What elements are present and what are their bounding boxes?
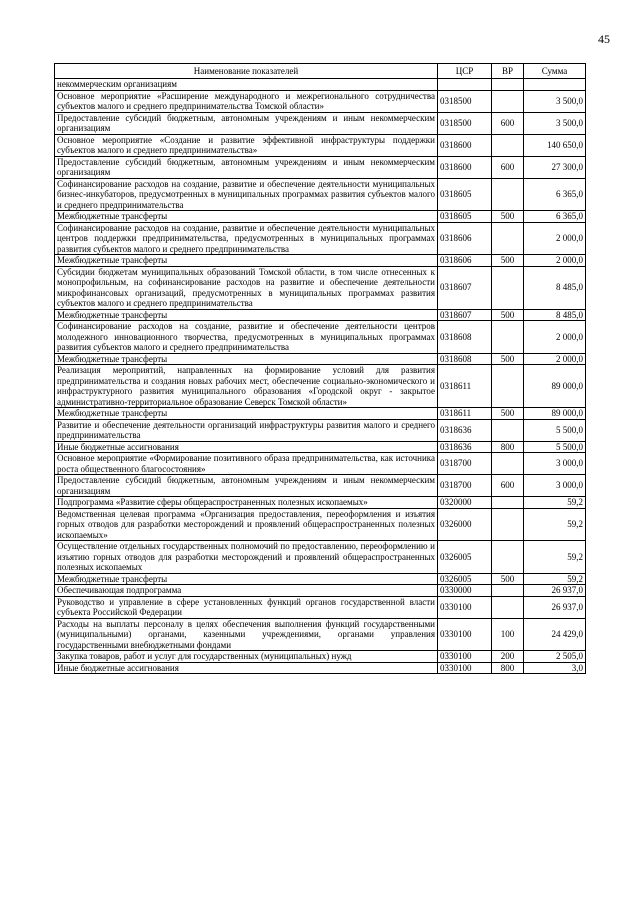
cell-vr	[492, 585, 524, 597]
cell-csr: 0318636	[438, 419, 492, 441]
cell-name: Софинансирование расходов на создание, развитие и обеспечение деятельности центров молодежного инновационного творчества, предусмотренных в муниципальных программах развития субъектов малого и среднего предпринимательства	[55, 321, 438, 354]
cell-sum: 3,0	[524, 662, 586, 674]
cell-sum: 8 485,0	[524, 309, 586, 321]
table-body	[55, 79, 586, 674]
cell-name: Развитие и обеспечение деятельности организаций инфраструктуры развития малого и среднего предпринимательства	[55, 419, 438, 441]
cell-name: Предоставление субсидий бюджетным, автономным учреждениям и иным некоммерческим организациям	[55, 112, 438, 134]
cell-sum: 59,2	[524, 573, 586, 585]
table-row	[55, 222, 586, 255]
cell-name: Основное мероприятие «Расширение международного и межрегионального сотрудничества субъектов малого и среднего предпринимательства Томской области»	[55, 90, 438, 112]
table-row	[55, 365, 586, 408]
cell-name: Обеспечивающая подпрограмма	[55, 585, 438, 597]
cell-name: Софинансирование расходов на создание, развитие и обеспечение деятельности муниципальных бизнес-инкубаторов, предусмотренных в муниципальных программах развития субъектов малого и среднего предпринимательства	[55, 178, 438, 211]
cell-name: некоммерческим организациям	[55, 79, 438, 91]
table-row	[55, 419, 586, 441]
cell-csr: 0318607	[438, 266, 492, 309]
cell-name: Осуществление отдельных государственных полномочий по предоставлению, переоформлению и изъятию горных отводов для разработки месторождений и проявлений общераспространенных полезных ископаемых	[55, 541, 438, 574]
cell-name: Руководство и управление в сфере установленных функций органов государственной власти субъекта Российской Федерации	[55, 596, 438, 618]
table-row	[55, 156, 586, 178]
cell-sum: 2 000,0	[524, 321, 586, 354]
header-name: Наименование показателей	[55, 64, 438, 79]
table-row	[55, 618, 586, 651]
cell-vr: 800	[492, 662, 524, 674]
cell-vr	[492, 497, 524, 509]
cell-csr: 0318606	[438, 255, 492, 267]
cell-name: Иные бюджетные ассигнования	[55, 662, 438, 674]
table-row	[55, 255, 586, 267]
cell-vr	[492, 134, 524, 156]
cell-sum: 26 937,0	[524, 585, 586, 597]
cell-vr	[492, 596, 524, 618]
cell-vr: 500	[492, 573, 524, 585]
table-row	[55, 585, 586, 597]
table-row	[55, 541, 586, 574]
cell-sum: 2 000,0	[524, 222, 586, 255]
cell-csr: 0318608	[438, 321, 492, 354]
cell-name: Основное мероприятие «Создание и развитие эффективной инфраструктуры поддержки субъектов малого и среднего предпринимательства»	[55, 134, 438, 156]
cell-csr: 0318606	[438, 222, 492, 255]
cell-vr	[492, 453, 524, 475]
cell-vr	[492, 541, 524, 574]
cell-sum: 3 500,0	[524, 112, 586, 134]
table-row	[55, 134, 586, 156]
cell-csr: 0326000	[438, 508, 492, 541]
cell-sum: 27 300,0	[524, 156, 586, 178]
table-row	[55, 321, 586, 354]
header-csr: ЦСР	[438, 64, 492, 79]
table-row	[55, 309, 586, 321]
cell-sum: 3 000,0	[524, 475, 586, 497]
cell-sum: 89 000,0	[524, 365, 586, 408]
cell-csr: 0330100	[438, 618, 492, 651]
cell-vr	[492, 365, 524, 408]
cell-csr: 0330100	[438, 662, 492, 674]
budget-table	[54, 63, 586, 674]
cell-sum: 2 000,0	[524, 353, 586, 365]
cell-name: Межбюджетные трансферты	[55, 573, 438, 585]
cell-csr: 0326005	[438, 573, 492, 585]
cell-vr	[492, 90, 524, 112]
cell-sum: 6 365,0	[524, 178, 586, 211]
cell-csr: 0318605	[438, 178, 492, 211]
cell-vr: 500	[492, 255, 524, 267]
table-row	[55, 211, 586, 223]
page-number: 45	[598, 32, 610, 46]
cell-sum: 26 937,0	[524, 596, 586, 618]
cell-vr	[492, 419, 524, 441]
cell-name: Основное мероприятие «Формирование позитивного образа предпринимательства, как источника роста общественного благосостояния»	[55, 453, 438, 475]
table-row	[55, 112, 586, 134]
cell-csr: 0330000	[438, 585, 492, 597]
cell-csr: 0318605	[438, 211, 492, 223]
cell-sum: 2 000,0	[524, 255, 586, 267]
cell-sum	[524, 79, 586, 91]
table-header-row	[55, 64, 586, 79]
cell-vr: 500	[492, 353, 524, 365]
cell-vr	[492, 266, 524, 309]
cell-vr	[492, 321, 524, 354]
cell-sum: 2 505,0	[524, 651, 586, 663]
table-row	[55, 441, 586, 453]
cell-csr: 0318500	[438, 90, 492, 112]
cell-sum: 59,2	[524, 497, 586, 509]
cell-csr: 0330100	[438, 596, 492, 618]
table-row	[55, 573, 586, 585]
cell-sum: 89 000,0	[524, 408, 586, 420]
cell-vr: 600	[492, 156, 524, 178]
cell-csr: 0318636	[438, 441, 492, 453]
cell-sum: 59,2	[524, 541, 586, 574]
cell-vr: 600	[492, 112, 524, 134]
cell-name: Межбюджетные трансферты	[55, 353, 438, 365]
cell-name: Межбюджетные трансферты	[55, 255, 438, 267]
cell-sum: 59,2	[524, 508, 586, 541]
cell-csr: 0318608	[438, 353, 492, 365]
cell-name: Межбюджетные трансферты	[55, 211, 438, 223]
cell-csr: 0318607	[438, 309, 492, 321]
cell-name: Софинансирование расходов на создание, развитие и обеспечение деятельности муниципальных центров поддержки предпринимательства, предусмотренных в муниципальных программах развития субъектов малого и среднего предпринимательства	[55, 222, 438, 255]
cell-name: Ведомственная целевая программа «Организация предоставления, переоформления и изъятия горных отводов для разработки месторождений и проявлений общераспространенных полезных ископаемых»	[55, 508, 438, 541]
cell-csr: 0318600	[438, 156, 492, 178]
table-row	[55, 475, 586, 497]
table-row	[55, 453, 586, 475]
cell-vr: 500	[492, 408, 524, 420]
cell-name: Расходы на выплаты персоналу в целях обеспечения выполнения функций государственными (муниципальными) органами, казенными учреждениями, органами управления государственными внебюджетными фондами	[55, 618, 438, 651]
cell-sum: 5 500,0	[524, 441, 586, 453]
cell-csr	[438, 79, 492, 91]
cell-sum: 3 000,0	[524, 453, 586, 475]
cell-name: Реализация мероприятий, направленных на формирование условий для развития предпринимательства и создания новых рабочих мест, обеспечение социально-экономического и инфраструктурного развития муниципального образования «Городской округ - закрытое административно-территориальное образование Северск Томской области»	[55, 365, 438, 408]
cell-name: Предоставление субсидий бюджетным, автономным учреждениям и иным некоммерческим организациям	[55, 475, 438, 497]
table-row	[55, 408, 586, 420]
table-row	[55, 651, 586, 663]
cell-vr	[492, 178, 524, 211]
cell-vr	[492, 508, 524, 541]
cell-vr: 100	[492, 618, 524, 651]
table-row	[55, 353, 586, 365]
cell-sum: 24 429,0	[524, 618, 586, 651]
cell-csr: 0320000	[438, 497, 492, 509]
cell-csr: 0318700	[438, 475, 492, 497]
cell-sum: 3 500,0	[524, 90, 586, 112]
header-vr: ВР	[492, 64, 524, 79]
cell-vr	[492, 222, 524, 255]
cell-vr: 500	[492, 309, 524, 321]
cell-name: Межбюджетные трансферты	[55, 309, 438, 321]
cell-csr: 0326005	[438, 541, 492, 574]
table-row	[55, 266, 586, 309]
table-row	[55, 497, 586, 509]
cell-vr: 500	[492, 211, 524, 223]
cell-name: Предоставление субсидий бюджетным, автономным учреждениям и иным некоммерческим организациям	[55, 156, 438, 178]
cell-sum: 8 485,0	[524, 266, 586, 309]
cell-sum: 6 365,0	[524, 211, 586, 223]
table-row	[55, 90, 586, 112]
table-row	[55, 596, 586, 618]
cell-vr: 800	[492, 441, 524, 453]
cell-csr: 0330100	[438, 651, 492, 663]
table-row	[55, 508, 586, 541]
cell-csr: 0318700	[438, 453, 492, 475]
header-sum: Сумма	[524, 64, 586, 79]
cell-sum: 5 500,0	[524, 419, 586, 441]
cell-name: Подпрограмма «Развитие сферы общераспространенных полезных ископаемых»	[55, 497, 438, 509]
cell-name: Закупка товаров, работ и услуг для государственных (муниципальных) нужд	[55, 651, 438, 663]
table-row	[55, 662, 586, 674]
cell-csr: 0318611	[438, 365, 492, 408]
table-row	[55, 79, 586, 91]
cell-name: Межбюджетные трансферты	[55, 408, 438, 420]
cell-vr: 600	[492, 475, 524, 497]
cell-vr: 200	[492, 651, 524, 663]
cell-sum: 140 650,0	[524, 134, 586, 156]
cell-vr	[492, 79, 524, 91]
table-row	[55, 178, 586, 211]
cell-csr: 0318600	[438, 134, 492, 156]
cell-csr: 0318500	[438, 112, 492, 134]
cell-name: Иные бюджетные ассигнования	[55, 441, 438, 453]
cell-csr: 0318611	[438, 408, 492, 420]
cell-name: Субсидии бюджетам муниципальных образований Томской области, в том числе отнесенных к монопрофильным, на софинансирование расходов на развитие и обеспечение деятельности микрофинансовых организаций, предусмотренных в муниципальных программах развития субъектов малого и среднего предпринимательства	[55, 266, 438, 309]
